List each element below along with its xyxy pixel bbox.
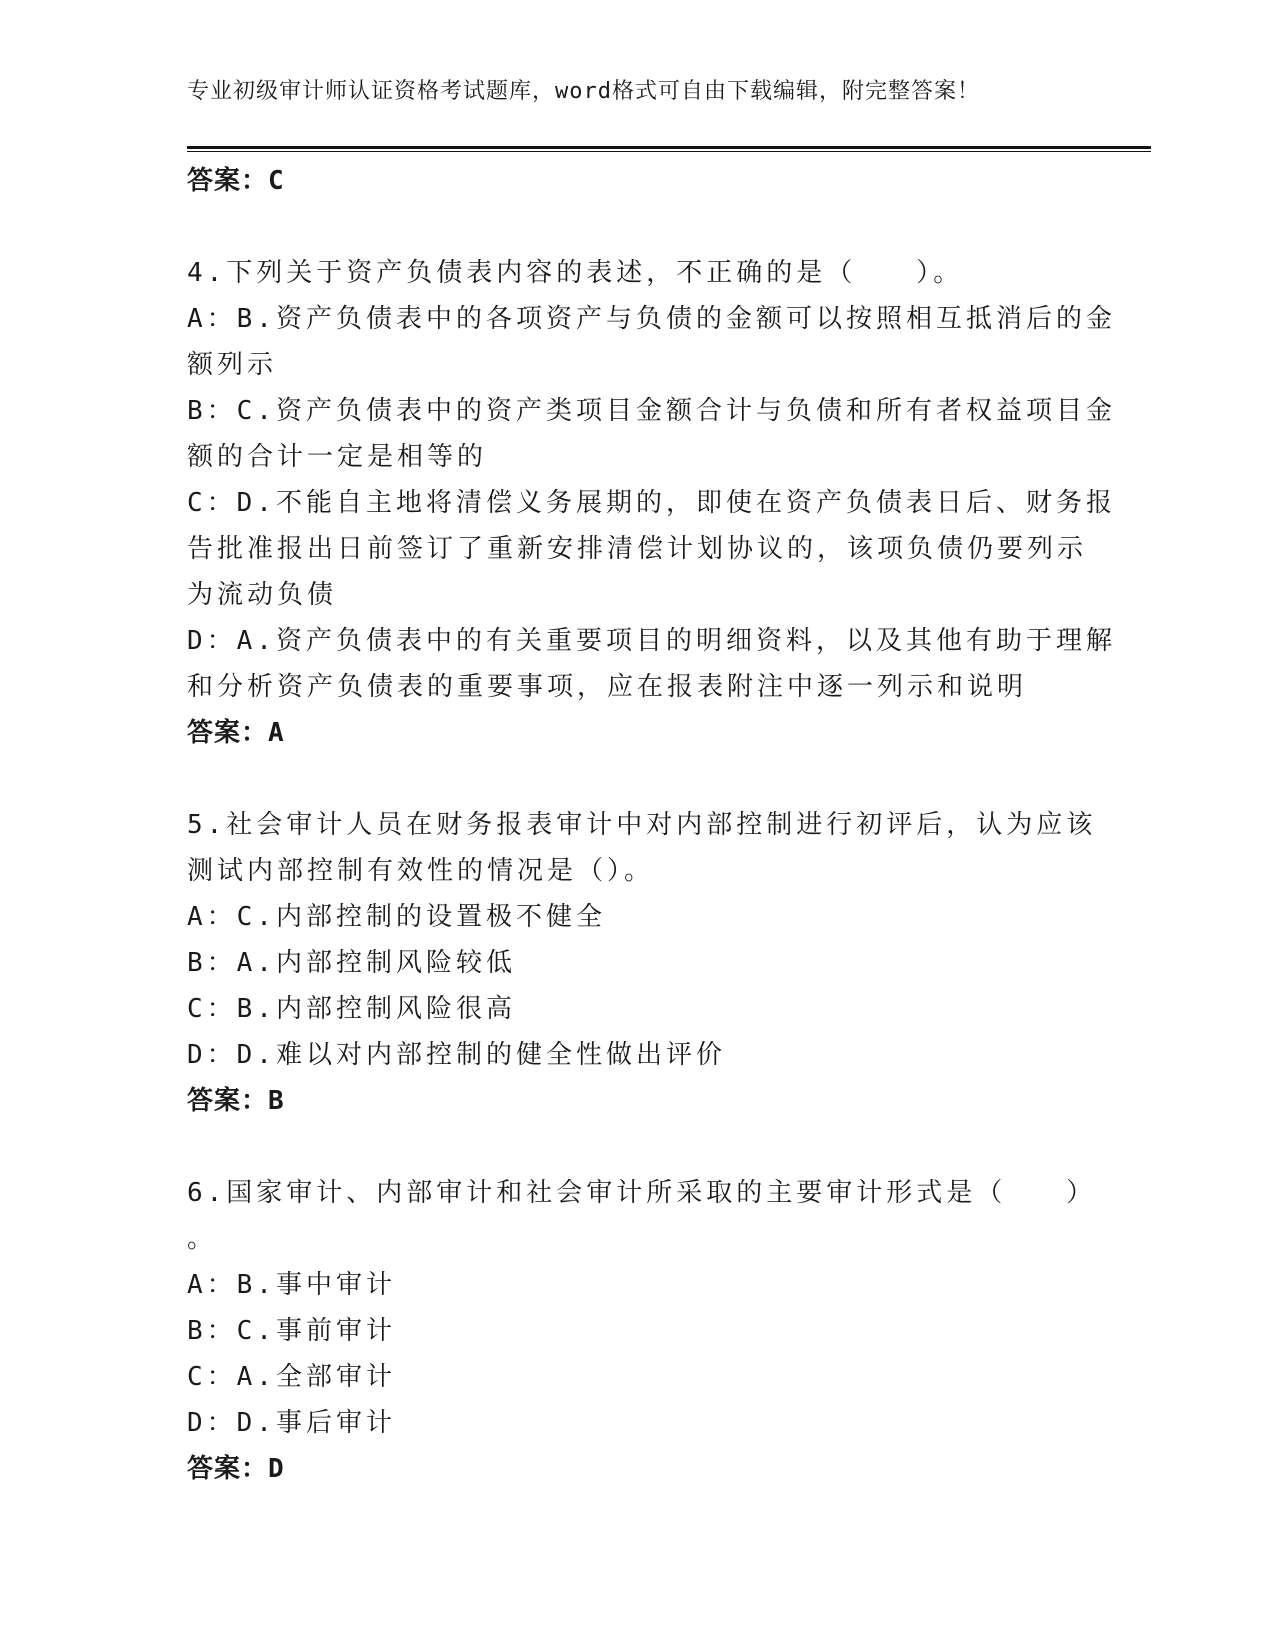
- answer-line: [187, 158, 1087, 204]
- answer-label: 答案：: [187, 1086, 269, 1116]
- spacer: [187, 1124, 1087, 1170]
- page-header: 专业初级审计师认证资格考试题库，word格式可自由下载编辑，附完整答案！: [187, 79, 980, 104]
- option-line: A：B.资产负债表中的各项资产与负债的金额可以按照相互抵消后的金: [187, 304, 1116, 334]
- question-block: [187, 1170, 1097, 1492]
- question-stem: 。: [187, 1224, 218, 1254]
- option-line: B：C.资产负债表中的资产类项目金额合计与负债和所有者权益项目金: [187, 396, 1116, 426]
- answer-line: [187, 1078, 1087, 1124]
- question-stem: 6.国家审计、内部审计和社会审计所采取的主要审计形式是（ ）: [187, 1178, 1097, 1208]
- option-line: 额列示: [187, 350, 278, 380]
- spacer: [187, 204, 1087, 250]
- option-line: B：A.内部控制风险较低: [187, 948, 516, 978]
- question-content: [187, 158, 1116, 1492]
- answer-value: B: [268, 1086, 285, 1116]
- answer-line: [187, 1446, 1087, 1492]
- header-divider: [187, 146, 1151, 152]
- answer-value: C: [268, 166, 285, 196]
- question-stem: 测试内部控制有效性的情况是（）。: [187, 856, 655, 886]
- answer-label: 答案：: [187, 166, 269, 196]
- option-line: D：D.事后审计: [187, 1408, 396, 1438]
- answer-value: A: [268, 718, 285, 748]
- option-line: 为流动负债: [187, 580, 338, 610]
- question-stem: 5.社会审计人员在财务报表审计中对内部控制进行初评后，认为应该: [187, 810, 1097, 840]
- option-line: 告批准报出日前签订了重新安排清偿计划协议的，该项负债仍要列示: [187, 534, 1088, 564]
- question-block: [187, 802, 1097, 1124]
- answer-line: [187, 710, 1087, 756]
- answer-label: 答案：: [187, 1454, 269, 1484]
- question-block: [187, 250, 1116, 756]
- option-line: 和分析资产负债表的重要事项，应在报表附注中逐一列示和说明: [187, 672, 1028, 702]
- spacer: [187, 756, 1087, 802]
- option-line: D：A.资产负债表中的有关重要项目的明细资料，以及其他有助于理解: [187, 626, 1116, 656]
- answer-label: 答案：: [187, 718, 269, 748]
- option-line: A：B.事中审计: [187, 1270, 396, 1300]
- option-line: C：B.内部控制风险很高: [187, 994, 516, 1024]
- option-line: 额的合计一定是相等的: [187, 442, 488, 472]
- option-line: C：D.不能自主地将清偿义务展期的，即使在资产负债表日后、财务报: [187, 488, 1116, 518]
- option-line: B：C.事前审计: [187, 1316, 396, 1346]
- option-line: A：C.内部控制的设置极不健全: [187, 902, 606, 932]
- answer-value: D: [268, 1454, 285, 1484]
- option-line: D：D.难以对内部控制的健全性做出评价: [187, 1040, 726, 1070]
- option-line: C：A.全部审计: [187, 1362, 396, 1392]
- question-stem: 4.下列关于资产负债表内容的表述，不正确的是（ ）。: [187, 258, 964, 288]
